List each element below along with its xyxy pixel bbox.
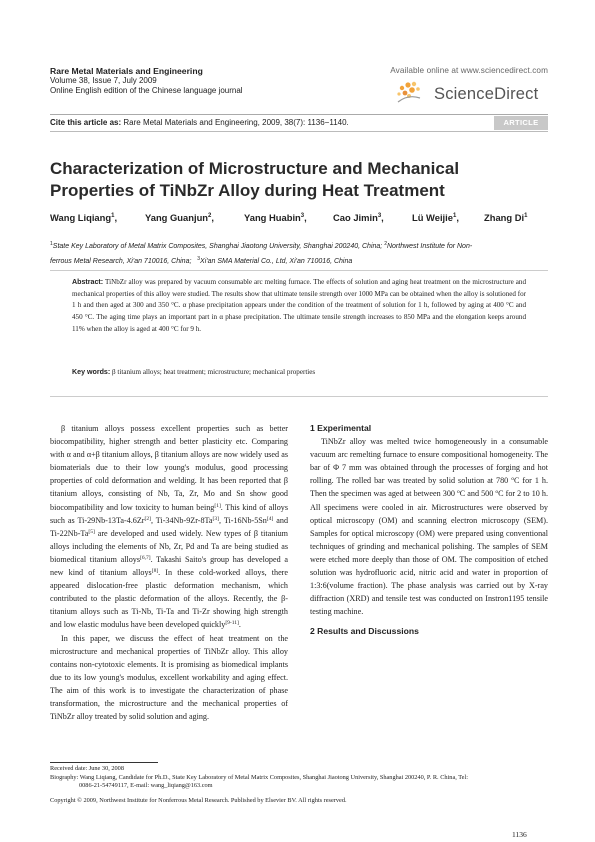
paragraph: β titanium alloys possess excellent properties such as better biocompatibility, higher strength and better plasticity etc. Comparing with α and α+β titanium alloys, β titanium alloys are now widely used as biomaterials due to their low young's modulus, good processing properties of cold deformation and welding. It has been reported that β titanium alloys, consisting of Nb, Ta, Zr, Mo and Sn show good biocompatibility and low toxicity to human being[1]. This kind of alloys such as Ti-29Nb-13Ta-4.6Zr[2], Ti-34Nb-9Zr-8Ta[3], Ti-16Nb-5Sn[4] and Ti-22Nb-Ta[5] are developed and used widely. New types of β titanium alloys including the elements of Nb, Zr, Pd and Ta are being studied as biomedical titanium alloys[6,7]. Takashi Saito's group has developed a new kind of titanium alloys[8]. In these cold-worked alloys, there appeared dislocation-free plastic deformation mechanism, which contributed to the plastic deformation of the alloys. Recently, the β-titanium alloys such as Ti-Nb, Ti-Ta and Ti-Zr showing high strength and low elastic modulus have been developed quickly[9-11]. bbox=[50, 424, 289, 630]
body-column-right bbox=[310, 422, 548, 639]
keywords bbox=[72, 368, 526, 376]
abstract-label: Abstract: bbox=[72, 278, 104, 286]
title-line-2: Properties of TiNbZr Alloy during Heat Treatment bbox=[50, 181, 445, 200]
footnote-rule bbox=[50, 762, 158, 763]
cite-line bbox=[50, 118, 349, 127]
cite-label: Cite this article as: bbox=[50, 118, 122, 127]
keywords-text: β titanium alloys; heat treatment; microstructure; mechanical properties bbox=[112, 368, 316, 376]
abstract bbox=[72, 277, 526, 336]
sciencedirect-logo[interactable] bbox=[372, 66, 548, 110]
author: Yang Guanjun$^2$, bbox=[145, 212, 214, 223]
section-heading-experimental: 1 Experimental bbox=[310, 423, 372, 433]
abstract-text: TiNbZr alloy was prepared by vacuum consumable arc melting furnace. The effects of solution and aging heat treatment on the microstructure and mechanical properties of this alloy were studied. The results show that ultimate tensile strength over 1000 MPa can be obtained when the alloy is solutioned for 1 h and then aged at 300 and 350 °C. α phase precipitation appears under the condition of the treatment of solution for 1 h, followed by aging at 400 °C and 450 °C. The aging time plays an important part in α phase precipitation. The ultimate tensile strength increases to 850 MPa and the elongation keeps around 11% when the alloy is aged at 400 °C for 9 h. bbox=[72, 278, 526, 333]
affiliations bbox=[50, 238, 550, 268]
journal-header bbox=[50, 66, 243, 96]
footnote bbox=[50, 765, 550, 791]
cite-top-rule bbox=[50, 114, 548, 115]
sciencedirect-brand: ScienceDirect bbox=[434, 85, 539, 103]
biography-line-1: Biography: Wang Liqiang, Candidate for Ph.D., State Key Laboratory of Metal Matrix Composites, Shanghai Jiaotong University, Shanghai 200240, P. R. China, Tel: bbox=[50, 773, 468, 781]
affiliation-line-1: $^1$State Key Laboratory of Metal Matrix Composites, Shanghai Jiaotong University, Shanghai 200240, China; $^2$Northwest Institute for Non- bbox=[50, 241, 473, 250]
author: Zhang Di$^1$ bbox=[484, 212, 528, 223]
journal-name: Rare Metal Materials and Engineering bbox=[50, 66, 203, 76]
author: Lü Weijie$^1$, bbox=[412, 212, 459, 223]
article-title bbox=[50, 158, 548, 202]
keywords-bottom-rule bbox=[50, 396, 548, 397]
author: Cao Jimin$^3$, bbox=[333, 212, 384, 223]
paragraph: TiNbZr alloy was melted twice homogeneously in a consumable vacuum arc remelting furnace to ensure compositional homogeneity. The bar of Φ 7 mm was obtained through the processes of forging and hot rolling. The rolled bar was treated by solid solution at 780 $^o$C for 1 h. Then the specimen was aged at between 300 $^o$C and 500 $^o$C for 2 to 10 h. All specimens were cooled in air. Microstructures were observed by optical microscopy (OM) and scanning electron microscopy (SEM). Samples for optical microscopy (OM) were prepared using conventional techniques of grinding and mechanical polishing. The samples of SEM were etched more deeply than those of OM. The composition of etched solution was hydrofluoric acid, nitric acid and water in proportion of 1:3:6(volume fraction). The phase analysis was carried out by X-ray diffraction (XRD) and tensile test was conducted on Instron1195 tensile testing machine. bbox=[310, 437, 548, 617]
author: Wang Liqiang$^1$, bbox=[50, 212, 118, 223]
page-number: 1136 bbox=[512, 830, 527, 839]
affiliation-line-2: ferrous Metal Research, Xi'an 710016, China; $^3$Xi'an SMA Material Co., Ltd, Xi'an 710016, China bbox=[50, 256, 353, 265]
biography-line-2: 0086-21-54749117, E-mail: wang_liqiang@163.com bbox=[79, 782, 213, 790]
author: Yang Huabin$^3$, bbox=[244, 212, 307, 223]
abstract-top-rule bbox=[50, 270, 548, 271]
received-date: Received date: June 30, 2008 bbox=[50, 765, 124, 772]
available-online-text: Available online at www.sciencedirect.com bbox=[390, 66, 548, 75]
article-type-badge: ARTICLE bbox=[494, 116, 548, 130]
journal-volume: Volume 38, Issue 7, July 2009 bbox=[50, 76, 157, 85]
cite-bottom-rule bbox=[50, 131, 548, 132]
body-column-left bbox=[50, 422, 288, 723]
elsevier-tree-icon bbox=[394, 80, 430, 104]
cite-text: Rare Metal Materials and Engineering, 2009, 38(7): 1136−1140. bbox=[123, 118, 349, 127]
journal-edition: Online English edition of the Chinese language journal bbox=[50, 86, 243, 95]
section-heading-results: 2 Results and Discussions bbox=[310, 626, 419, 637]
title-line-1: Characterization of Microstructure and Mechanical bbox=[50, 159, 460, 178]
copyright: Copyright © 2009, Northwest Institute for Nonferrous Metal Research. Published by Elsevier BV. All rights reserved. bbox=[50, 797, 347, 804]
paragraph: In this paper, we discuss the effect of heat treatment on the microstructure and mechanical properties of TiNbZr alloy. This alloy contains non-cytotoxic elements. It is promising as biomedical implants due to its low young's modulus, excellent workability and aging effect. The aim of this work is to investigate the characterization of phase transformation, the microstructure and the mechanical properties of TiNbZr alloy treated by solid solution and aging. bbox=[50, 633, 288, 722]
keywords-label: Key words: bbox=[72, 368, 111, 376]
